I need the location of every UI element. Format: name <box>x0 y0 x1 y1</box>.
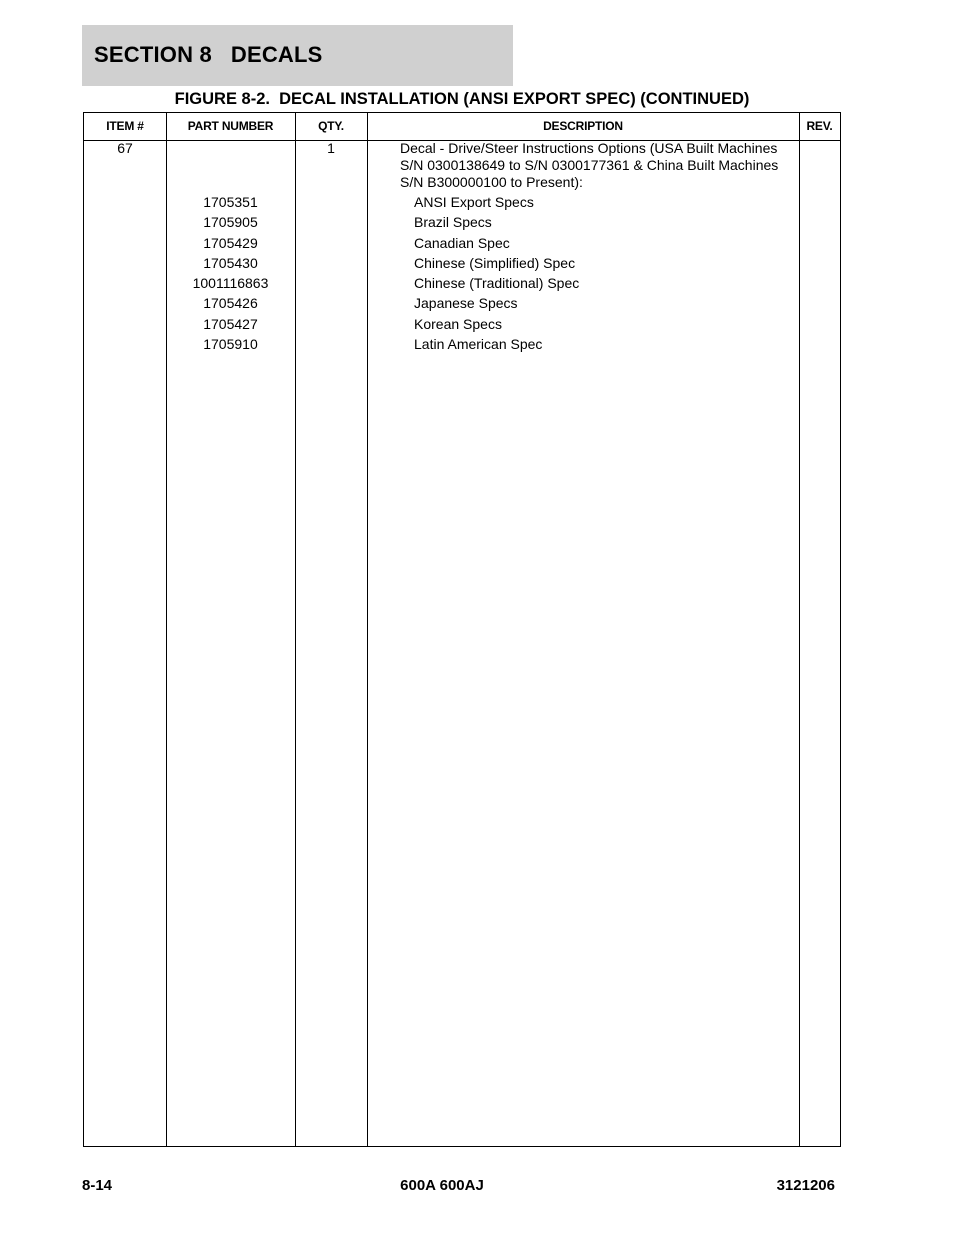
parts-table <box>83 112 841 1147</box>
item-description: Decal - Drive/Steer Instructions Options (USA Built Machines S/N 0300138649 to S/N 0300177361 & China Built Machines S/N B300000100 to Present): <box>400 140 779 190</box>
sub-item-description: Chinese (Simplified) Spec <box>414 255 576 271</box>
page-number: 8-14 <box>82 1177 113 1194</box>
sub-item-description: ANSI Export Specs <box>414 194 534 210</box>
sub-item-part-number: 1705426 <box>203 295 258 311</box>
column-divider <box>367 113 368 1146</box>
sub-item-part-number: 1705905 <box>203 214 258 230</box>
column-header-item: ITEM # <box>106 119 144 133</box>
column-header-qty: QTY. <box>318 119 344 133</box>
sub-item-description: Chinese (Traditional) Spec <box>414 275 580 291</box>
section-header <box>82 25 513 86</box>
column-divider <box>295 113 296 1146</box>
column-divider <box>799 113 800 1146</box>
column-header-rev: REV. <box>806 119 833 133</box>
sub-item-part-number: 1705427 <box>203 316 258 332</box>
column-header-description: DESCRIPTION <box>543 119 623 133</box>
column-header-part-number: PART NUMBER <box>187 119 274 133</box>
sub-item-part-number: 1705430 <box>203 255 258 271</box>
sub-item-description: Brazil Specs <box>414 214 492 230</box>
figure-title: FIGURE 8-2. DECAL INSTALLATION (ANSI EXPORT SPEC) (CONTINUED) <box>174 90 750 108</box>
model-name: 600A 600AJ <box>400 1177 484 1194</box>
document-number: 3121206 <box>776 1177 835 1194</box>
sub-item-part-number: 1705429 <box>203 235 258 251</box>
sub-item-part-number: 1001116863 <box>192 275 269 291</box>
sub-item-description: Japanese Specs <box>414 295 518 311</box>
sub-item-description: Latin American Spec <box>414 336 543 352</box>
item-qty: 1 <box>327 140 335 156</box>
section-title: SECTION 8 DECALS <box>94 42 323 67</box>
sub-item-description: Korean Specs <box>414 316 502 332</box>
sub-item-description: Canadian Spec <box>414 235 510 251</box>
item-number: 67 <box>117 140 133 156</box>
sub-item-part-number: 1705351 <box>203 194 258 210</box>
sub-item-part-number: 1705910 <box>203 336 258 352</box>
